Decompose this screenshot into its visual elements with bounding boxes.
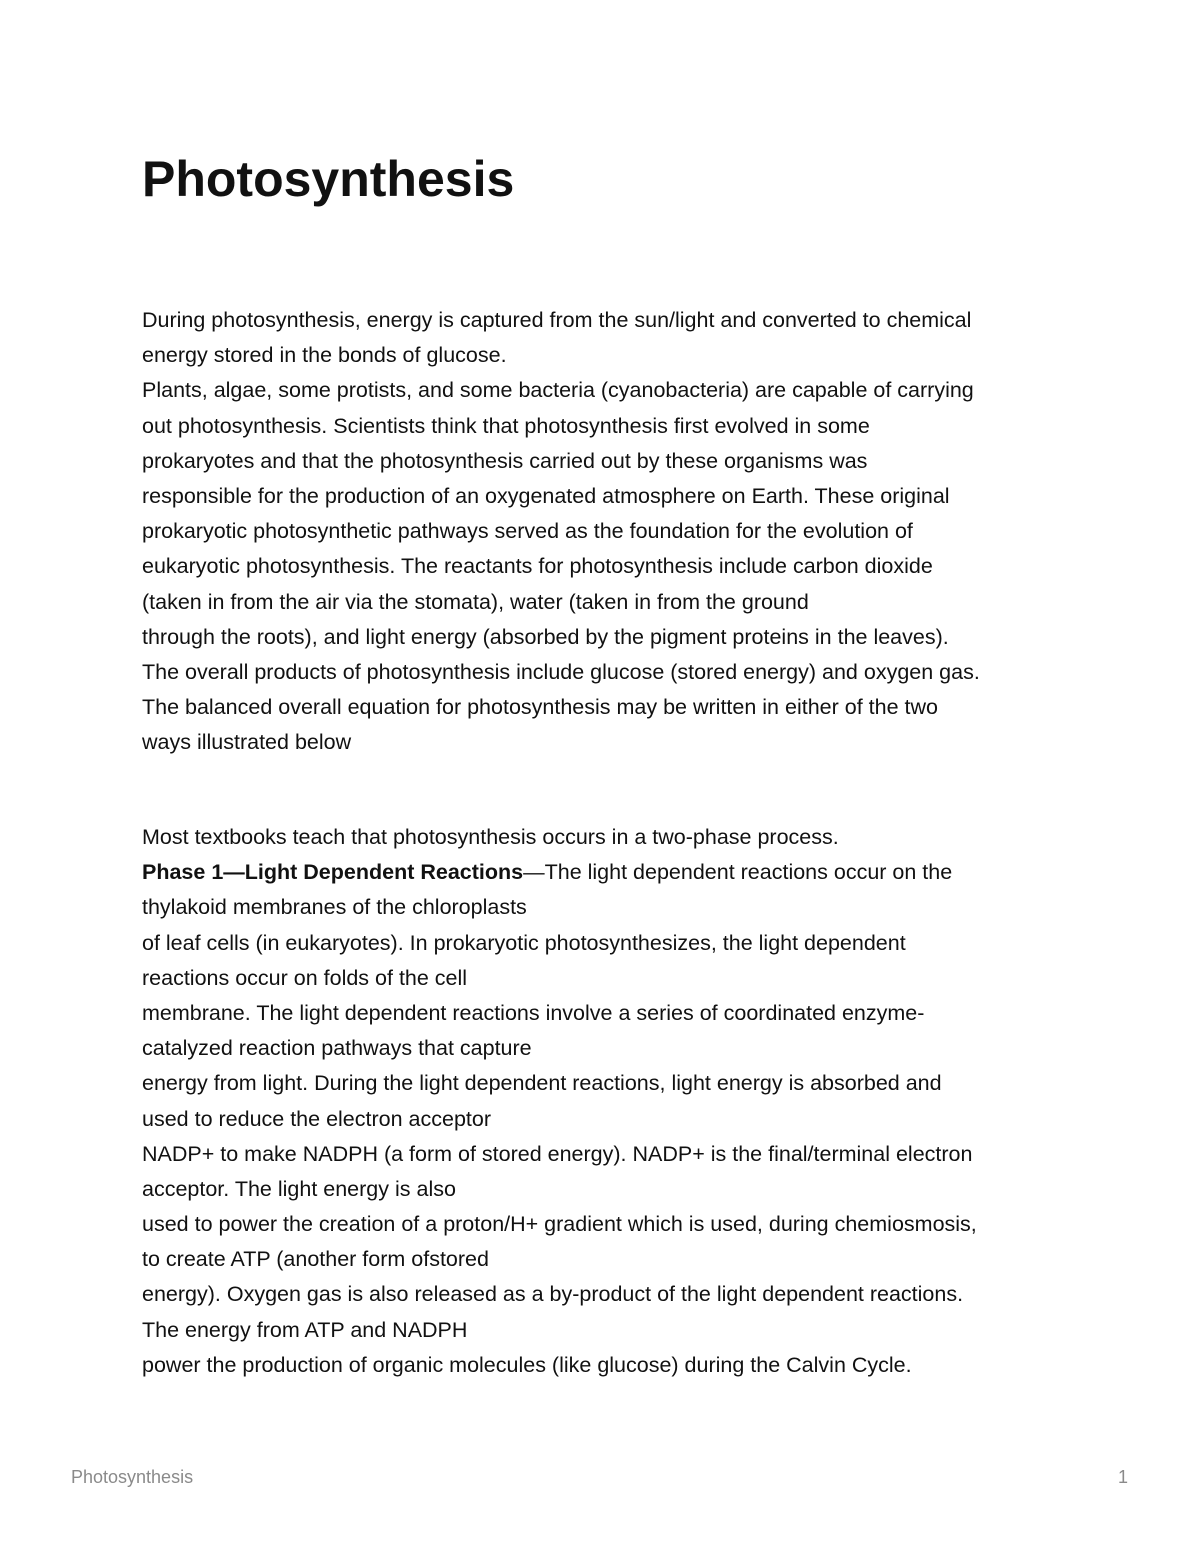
- phase-label: Phase 1—Light Dependent Reactions: [142, 860, 524, 885]
- text-line: Plants, algae, some protists, and some bacteria (cyanobacteria) are capable of carrying: [142, 378, 974, 403]
- footer-page-number: 1: [1117, 1467, 1128, 1487]
- text-line: energy from light. During the light dependent reactions, light energy is absorbed and: [142, 1071, 942, 1096]
- text-line: power the production of organic molecules (like glucose) during the Calvin Cycle.: [142, 1352, 912, 1377]
- text-line: out photosynthesis. Scientists think that photosynthesis first evolved in some: [142, 413, 870, 438]
- text-line: through the roots), and light energy (absorbed by the pigment proteins in the leaves).: [142, 624, 949, 649]
- page-title: Photosynthesis: [142, 151, 515, 207]
- text-line: During photosynthesis, energy is captured from the sun/light and converted to chemical: [142, 308, 972, 332]
- text-line: NADP+ to make NADPH (a form of stored energy). NADP+ is the final/terminal electron: [142, 1141, 973, 1166]
- text-line: of leaf cells (in eukaryotes). In prokaryotic photosynthesizes, the light dependent: [142, 930, 906, 955]
- text-line: energy). Oxygen gas is also released as a by-product of the light dependent reactions.: [142, 1282, 964, 1307]
- text-line: catalyzed reaction pathways that capture: [142, 1036, 532, 1061]
- paragraph-intro: [142, 303, 1102, 760]
- text-line: energy stored in the bonds of glucose.: [142, 343, 507, 368]
- text-line: The overall products of photosynthesis include glucose (stored energy) and oxygen gas.: [142, 659, 980, 684]
- text-line: The balanced overall equation for photosynthesis may be written in either of the two: [142, 695, 938, 720]
- text-line: used to power the creation of a proton/H+ gradient which is used, during chemiosmosis,: [142, 1212, 977, 1237]
- paragraph-phase1: [142, 820, 1102, 1383]
- text-line: prokaryotes and that the photosynthesis carried out by these organisms was: [142, 448, 868, 473]
- text-line: prokaryotic photosynthetic pathways served as the foundation for the evolution of: [142, 519, 913, 544]
- text-line: The energy from ATP and NADPH: [142, 1317, 468, 1342]
- text-line: membrane. The light dependent reactions involve a series of coordinated enzyme-: [142, 1000, 925, 1025]
- text-line: eukaryotic photosynthesis. The reactants for photosynthesis include carbon dioxide: [142, 554, 933, 579]
- text-line: ways illustrated below: [142, 730, 352, 755]
- text-line: to create ATP (another form ofstored: [142, 1247, 489, 1272]
- text-line: (taken in from the air via the stomata), water (taken in from the ground: [142, 589, 809, 614]
- phase-heading-rest: —The light dependent reactions occur on the: [523, 860, 953, 885]
- footer-document-name: Photosynthesis: [71, 1467, 194, 1487]
- text-line: used to reduce the electron acceptor: [142, 1106, 491, 1131]
- text-line: Most textbooks teach that photosynthesis occurs in a two-phase process.: [142, 825, 839, 849]
- phase-heading-line: [142, 855, 1102, 890]
- text-line: responsible for the production of an oxygenated atmosphere on Earth. These original: [142, 483, 950, 508]
- text-line: reactions occur on folds of the cell: [142, 965, 468, 990]
- text-line: thylakoid membranes of the chloroplasts: [142, 895, 527, 920]
- text-line: acceptor. The light energy is also: [142, 1176, 456, 1201]
